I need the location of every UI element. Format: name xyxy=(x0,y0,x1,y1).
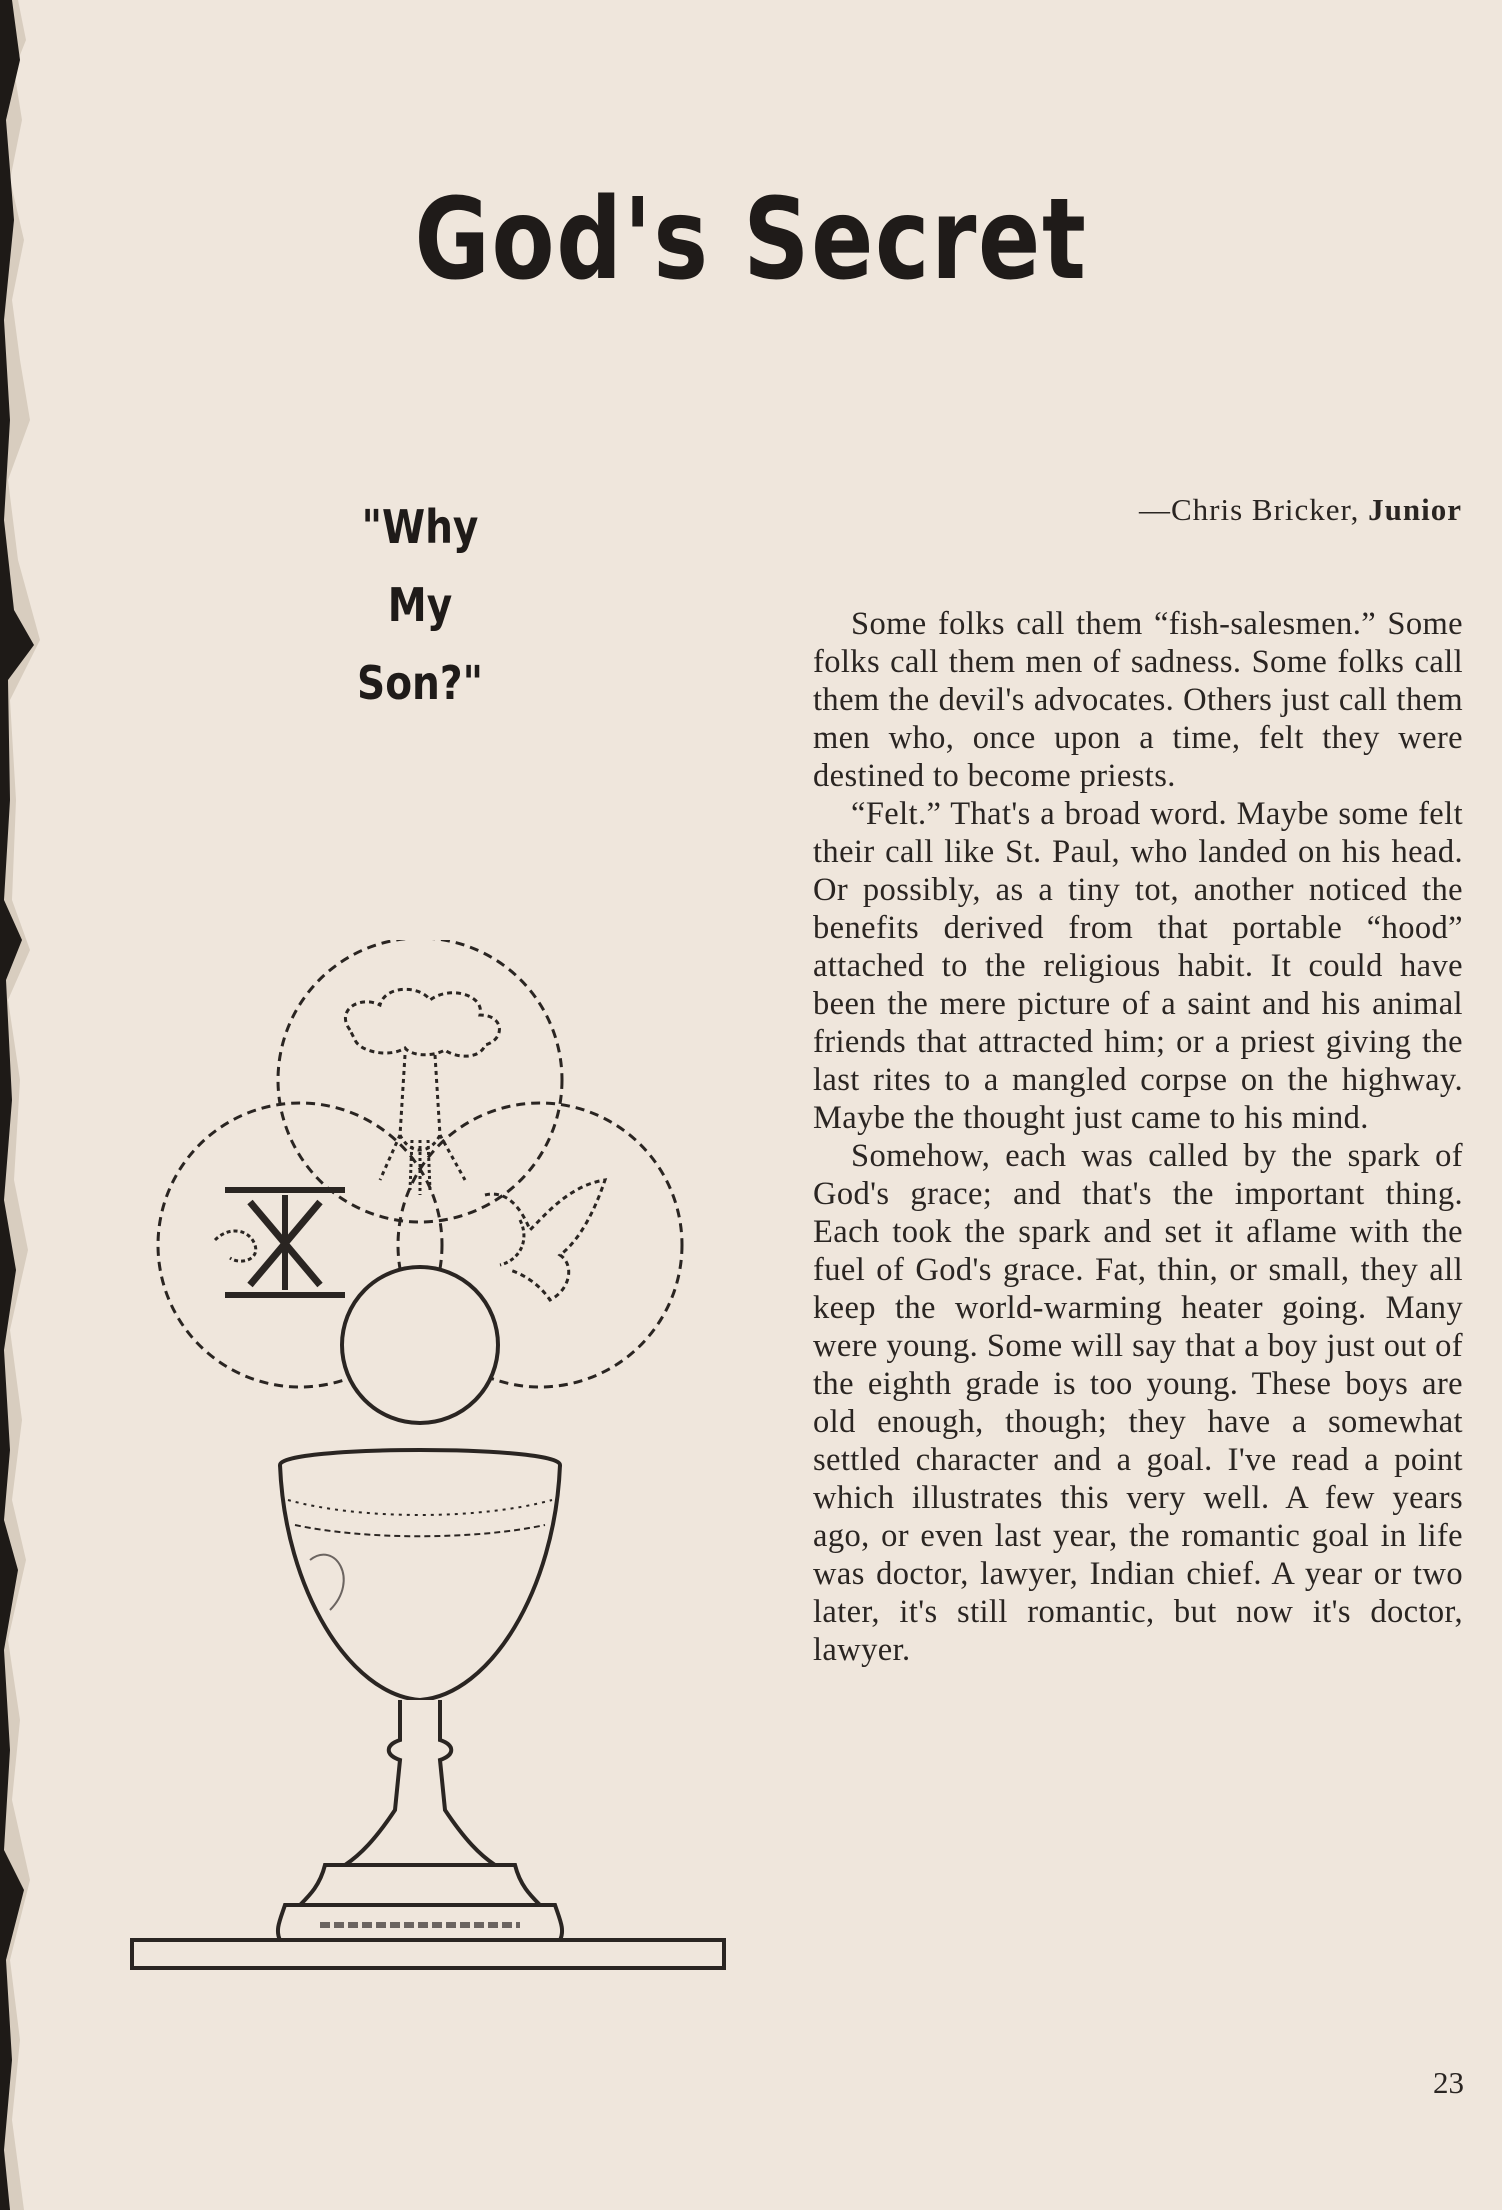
subtitle-line: Son?" xyxy=(357,656,483,710)
article-paragraph: Somehow, each was called by the spark of God's grace; and that's the important thing. Each took the spark and set it aflame with the fuel of God's grace. Fat, thin, or small, they all keep the world-warming heater going. Many were young. Some will say that a boy just out of the eighth grade is too young. These boys are old enough, though; they have a somewhat settled character and a goal. I've read a point which illustrates this very well. A few years ago, or even last year, the romantic goal in life was doctor, lawyer, Indian chief. A year or two later, it's still romantic, but now it's doctor, lawyer. xyxy=(813,1138,1463,1668)
article-paragraph: Some folks call them “fish-salesmen.” Some folks call them men of sadness. Some folks call them the devil's advocates. Others just call them men who, once upon a time, felt they were destined to become priests. xyxy=(813,606,1463,794)
byline-author: —Chris Bricker, xyxy=(1139,492,1360,527)
page-number: 23 xyxy=(1433,2065,1464,2100)
page-title: God's Secret xyxy=(414,175,1088,305)
shelf xyxy=(132,1940,724,1968)
article-body xyxy=(813,605,1463,1669)
chalice-icon xyxy=(278,1450,562,1940)
hand-with-cloud-icon xyxy=(278,940,562,1222)
article-paragraph: “Felt.” That's a broad word. Maybe some felt their call like St. Paul, who landed on his head. Or possibly, as a tiny tot, another noticed the benefits derived from that portable “hood” attached to the religious habit. It could have been the mere picture of a saint and his animal friends that attracted him; or a priest giving the last rites to a mangled corpse on the highway. Maybe the thought just came to his mind. xyxy=(813,796,1463,1136)
subtitle-line: "Why xyxy=(361,500,479,554)
subtitle-line: My xyxy=(387,578,453,632)
torn-page-edge xyxy=(0,0,60,2210)
byline xyxy=(1139,492,1462,528)
subtitle xyxy=(345,488,495,722)
host-icon xyxy=(342,1267,498,1423)
byline-role: Junior xyxy=(1368,492,1462,527)
chalice-illustration xyxy=(120,940,740,2020)
